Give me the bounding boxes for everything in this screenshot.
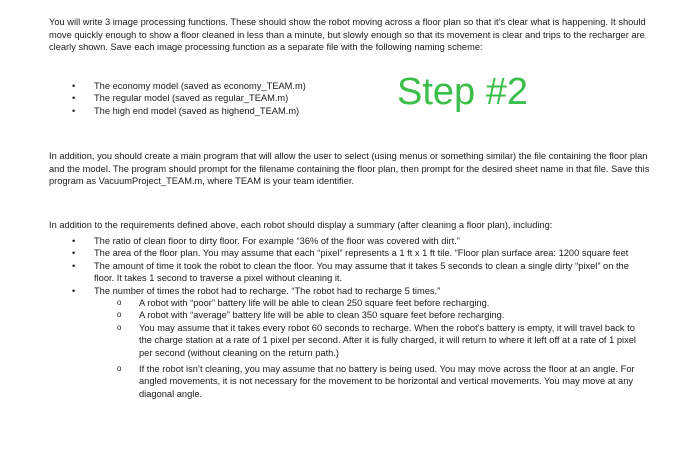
list-item-text: The amount of time it took the robot to clean the floor. You may assume that it takes 5 seconds to clean a single dirty “pixel” on the floor. It takes 1 second to traverse a pixel without cleaning it. [94, 260, 629, 284]
sub-list [94, 297, 642, 400]
list-item-text: The high end model (saved as highend_TEAM.m) [94, 105, 300, 116]
sub-list-item-text: You may assume that it takes every robot 60 seconds to recharge. When the robot’s battery is empty, it will travel back to the charge station at a rate of 1 pixel per second. After it is fully charged, it will return to where it left off at a rate of 1 pixel per second (without cleaning on the return path.) [139, 322, 636, 358]
sub-list-item-text: A robot with “poor” battery life will be able to clean 250 square feet before recharging. [139, 298, 490, 309]
list-item [72, 285, 642, 401]
step-annotation: Step #2 [397, 71, 528, 113]
list-item-text: The number of times the robot had to recharge. “The robot had to recharge 5 times.” [94, 285, 441, 296]
list-item [72, 247, 642, 259]
list-item-text: The economy model (saved as economy_TEAM.m) [94, 81, 306, 91]
bullet-icon: • [72, 105, 76, 116]
list-item [72, 105, 372, 117]
bullet-icon: • [72, 248, 76, 259]
list-item-text: The ratio of clean floor to dirty floor. For example “36% of the floor was covered with dirt.” [94, 236, 460, 246]
list-item [72, 235, 642, 247]
main-program-paragraph: In addition, you should create a main program that will allow the user to select (using menus or something similar) the file containing the floor plan and the model. The program should prompt for the filename containing the floor plan, then prompt for the desired sheet name in that file. Save this program as VacuumProject_TEAM.m, where TEAM is your team identifier. [49, 151, 650, 187]
intro-paragraph: You will write 3 image processing functions. These should show the robot moving across a floor plan so that it’s clear what is happening. It should move quickly enough to show a floor cleaned in less than a minute, but slowly enough so that its movement is clear and trips to the recharger are clearly shown. Save each image processing function as a separate file with the following naming scheme: [49, 17, 646, 53]
sub-list-item-text: A robot with “average” battery life will be able to clean 350 square feet before recharging. [139, 310, 505, 321]
model-list [72, 80, 372, 117]
summary-intro-paragraph: In addition to the requirements defined above, each robot should display a summary (after cleaning a floor plan), including: [49, 220, 553, 231]
list-item-text: The area of the floor plan. You may assume that each “pixel” represents a 1 ft x 1 ft tile. “Floor plan surface area: 1200 square feet [94, 248, 629, 259]
bullet-icon: • [72, 81, 76, 91]
sub-list-item [117, 309, 642, 321]
list-item [72, 80, 372, 92]
bullet-icon: • [72, 260, 76, 271]
sub-list-item [117, 297, 642, 309]
sub-list-item-text: If the robot isn’t cleaning, you may assume that no battery is being used. You may move across the floor at an angle. For angled movements, it is not necessary for the movement to be horizontal and vertical movements. You may move at any diagonal angle. [139, 364, 635, 399]
list-item [72, 92, 372, 104]
sub-list-item [117, 363, 642, 400]
list-item-text: The regular model (saved as regular_TEAM.m) [94, 93, 289, 104]
bullet-icon: • [72, 236, 76, 246]
circle-bullet-icon: o [117, 298, 122, 308]
requirements-list [72, 235, 642, 400]
bullet-icon: • [72, 93, 76, 104]
bullet-icon: • [72, 285, 76, 296]
circle-bullet-icon: o [117, 364, 122, 374]
sub-list-item [117, 322, 642, 359]
list-item [72, 260, 642, 285]
circle-bullet-icon: o [117, 310, 122, 320]
circle-bullet-icon: o [117, 322, 122, 332]
